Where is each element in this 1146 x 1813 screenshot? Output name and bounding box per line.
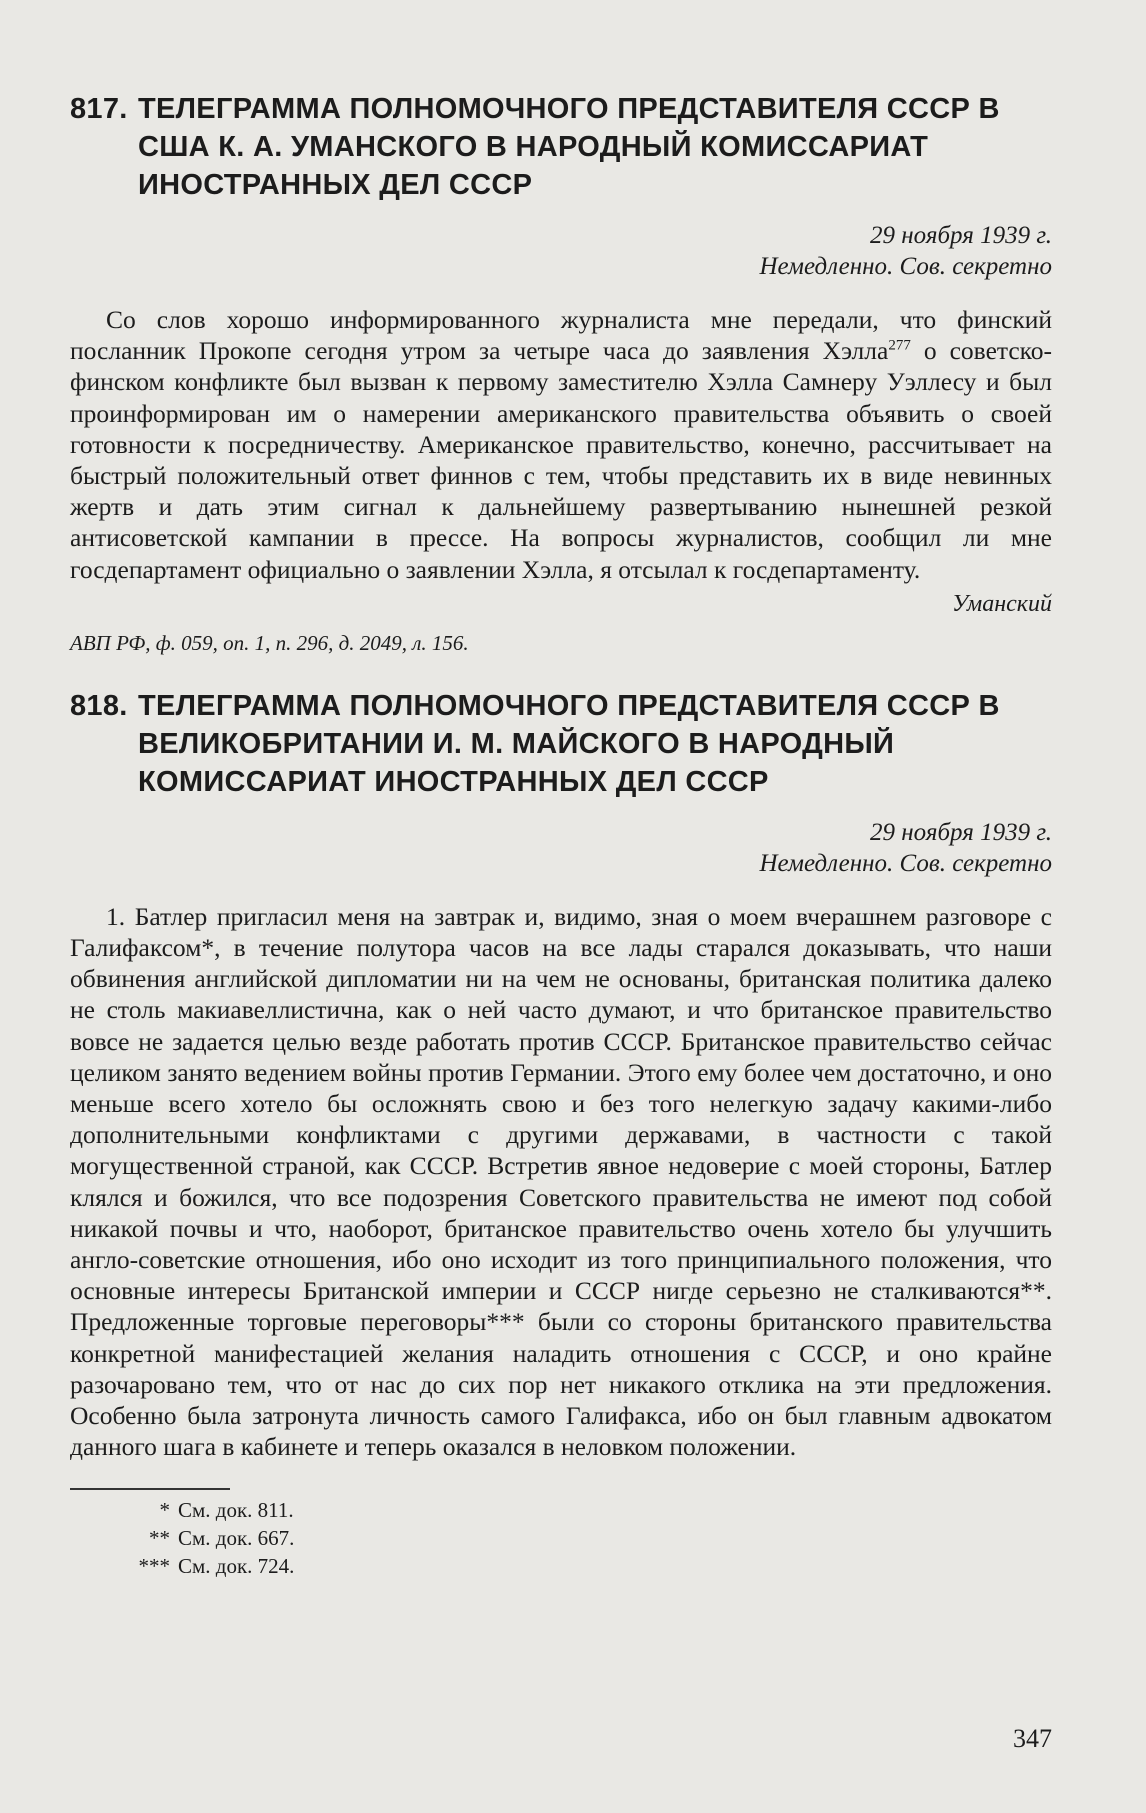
document-818-number: 818. [70,689,128,722]
document-817-heading [70,90,1052,204]
document-818-title: ТЕЛЕГРАММА ПОЛНОМОЧНОГО ПРЕДСТАВИТЕЛЯ СССР В ВЕЛИКОБРИТАНИИ И. М. МАЙСКОГО В НАРОДНЫЙ КОМИССАРИАТ ИНОСТРАННЫХ ДЕЛ СССР [138,689,1000,798]
footnote-mark: * [159,1498,170,1523]
footnote-text: См. док. 667. [178,1526,295,1551]
document-817-body-part2: о советско-финском конфликте был вызван к первому заместителю Хэлла Самнеру Уэллесу и был проинформирован им о намерении американского правительства объявить о своей готовности к посредничеству. Американское правительство, конечно, рассчитывает на быстрый положительный ответ финнов с тем, чтобы представить их в виде невинных жертв и дать этим сигнал к дальнейшему развертыванию нынешней резкой антисоветской кампании в прессе. На вопросы журналистов, сообщил ли мне госдепартамент официально о заявлении Хэлла, я отсылал к госдепартаменту. [70,336,1052,584]
footnote-item [70,1496,1052,1524]
document-817-number: 817. [70,93,128,125]
document-817-date: 29 ноября 1939 г. [870,222,1052,249]
document-818-body: 1. Батлер пригласил меня на завтрак и, видимо, зная о моем вчерашнем разговоре с Галифаксом*, в течение полутора часов на все лады старался доказывать, что наши обвинения английской дипломатии ни на чем не основаны, британская политика далеко не столь макиавеллистична, как о ней часто думают, и что британское правительство вовсе не задается целью везде работать против СССР. Британское правительство сейчас целиком занято ведением войны против Германии. Этого ему более чем достаточно, и оно меньше всего хотело бы осложнять свою и без того нелегкую задачу какими-либо дополнительными конфликтами с другими державами, в частности с такой могущественной страной, как СССР. Встретив явное недоверие с моей стороны, Батлер клялся и божился, что все подозрения Советского правительства не имеют под собой никакой почвы и что, наоборот, британское правительство очень хотело бы улучшить англо-советские отношения, ибо оно исходит из того принципиального положения, что основные интересы Британской империи и СССР нигде серьезно не сталкиваются**. Предложенные торговые переговоры*** были со стороны британского правительства конкретной манифестацией желания наладить отношения с СССР, и оно крайне разочаровано тем, что от нас до сих пор нет никакого отклика на эти предложения. Особенно была затронута личность самого Галифакса, ибо он был главным адвокатом данного шага в кабинете и теперь оказался в неловком положении. [70,901,1052,1462]
document-818-date: 29 ноября 1939 г. [870,818,1052,846]
footnote-text: См. док. 724. [178,1554,295,1579]
document-817-meta [70,220,1052,282]
document-817-title: ТЕЛЕГРАММА ПОЛНОМОЧНОГО ПРЕДСТАВИТЕЛЯ СССР В США К. А. УМАНСКОГО В НАРОДНЫЙ КОМИССАРИАТ ИНОСТРАННЫХ ДЕЛ СССР [138,93,1000,201]
document-817-signature: Уманский [951,590,1052,617]
document-818-heading [70,687,1052,801]
document-817-body-part1: Со слов хорошо информированного журналиста мне передали, что финский посланник Прокопе сегодня утром за четыре часа до заявления Хэлла [70,305,1052,366]
document-818 [70,687,1052,1463]
footnotes [70,1496,1052,1580]
document-817-classification: Немедленно. Сов. секретно [759,253,1052,280]
footnote-item [70,1524,1052,1552]
document-818-meta [70,817,1052,879]
document-818-classification: Немедленно. Сов. секретно [759,849,1052,877]
footnote-mark: *** [138,1554,170,1579]
footnote-divider [70,1488,230,1490]
document-817 [70,90,1052,657]
footnote-ref-277: 277 [888,337,911,354]
footnote-text: См. док. 811. [178,1498,294,1523]
footnote-mark: ** [149,1526,170,1551]
document-817-body [70,304,1052,585]
document-817-archive-reference: АВП РФ, ф. 059, оп. 1, п. 296, д. 2049, л. 156. [70,630,469,655]
footnote-item [70,1552,1052,1580]
page-number: 347 [1013,1724,1052,1753]
page [70,90,1052,1580]
